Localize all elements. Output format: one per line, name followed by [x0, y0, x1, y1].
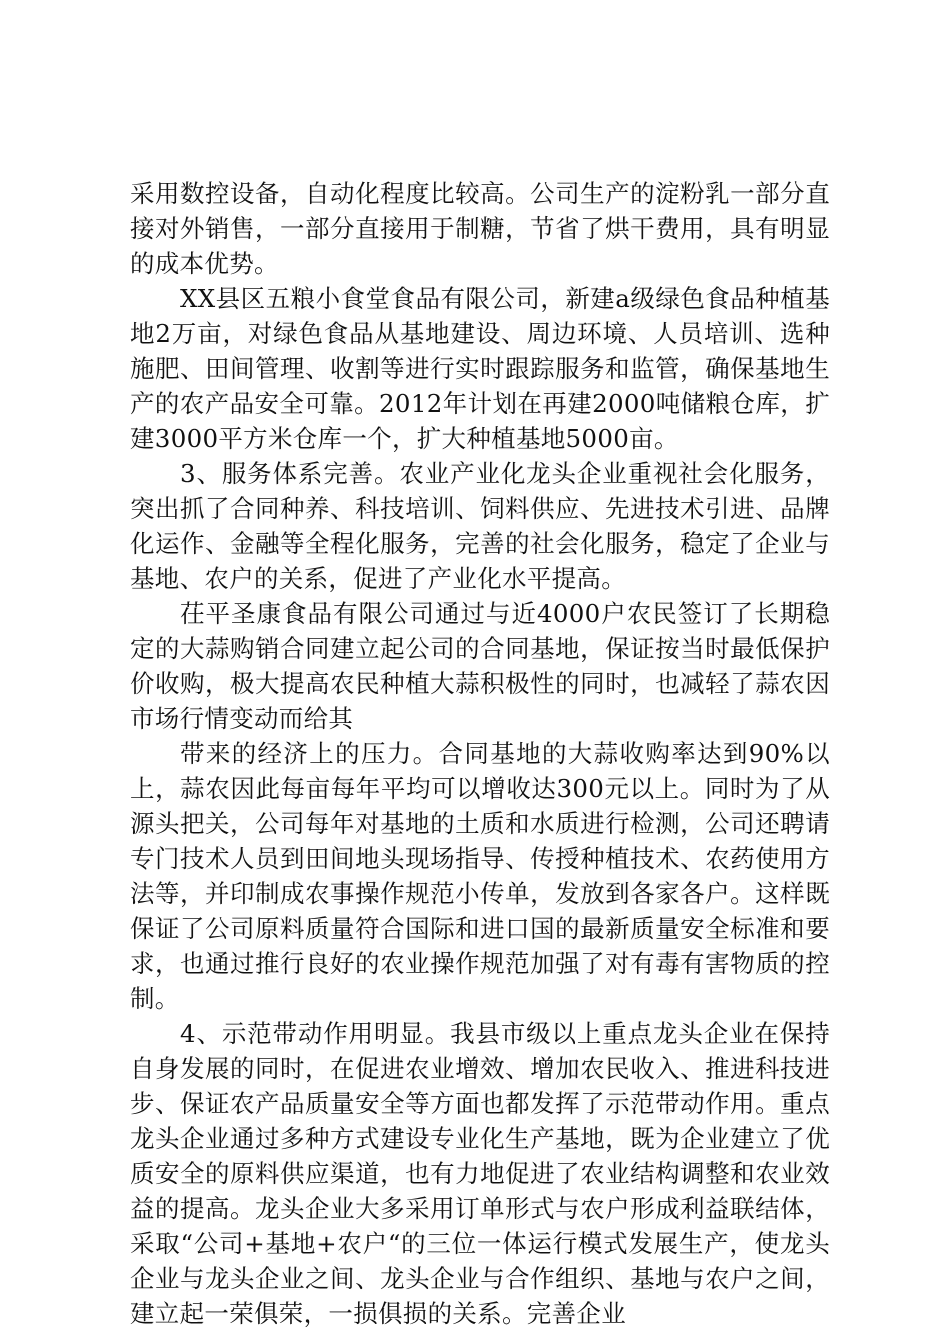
paragraph-2: XX县区五粮小食堂食品有限公司，新建a级绿色食品种植基地2万亩，对绿色食品从基地建设、周边环境、人员培训、选种施肥、田间管理、收割等进行实时跟踪服务和监管，确保基地生产的农产品安全可靠。2012年计划在再建2000吨储粮仓库，扩建3000平方米仓库一个，扩大种植基地5000亩。: [130, 284, 830, 453]
paragraph-3: 3、服务体系完善。农业产业化龙头企业重视社会化服务，突出抓了合同种养、科技培训、饲料供应、先进技术引进、品牌化运作、金融等全程化服务，完善的社会化服务，稳定了企业与基地、农户的关系，促进了产业化水平提高。: [130, 459, 830, 593]
paragraph-5: 带来的经济上的压力。合同基地的大蒜收购率达到90%以上，蒜农因此每亩每年平均可以增收达300元以上。同时为了从源头把关，公司每年对基地的土质和水质进行检测，公司还聘请专门技术人员到田间地头现场指导、传授种植技术、农药使用方法等，并印制成农事操作规范小传单，发放到各家各户。这样既保证了公司原料质量符合国际和进口国的最新质量安全标准和要求，也通过推行良好的农业操作规范加强了对有毒有害物质的控制。: [130, 739, 830, 1013]
paragraph-1: 采用数控设备，自动化程度比较高。公司生产的淀粉乳一部分直接对外销售，一部分直接用于制糖，节省了烘干费用，具有明显的成本优势。: [130, 179, 830, 278]
paragraph-4: 茌平圣康食品有限公司通过与近4000户农民签订了长期稳定的大蒜购销合同建立起公司的合同基地，保证按当时最低保护价收购，极大提高农民种植大蒜积极性的同时，也减轻了蒜农因市场行情变动而给其: [130, 599, 830, 733]
paragraph-6: 4、示范带动作用明显。我县市级以上重点龙头企业在保持自身发展的同时，在促进农业增效、增加农民收入、推进科技进步、保证农产品质量安全等方面也都发挥了示范带动作用。重点龙头企业通过多种方式建设专业化生产基地，既为企业建立了优质安全的原料供应渠道，也有力地促进了农业结构调整和农业效益的提高。龙头企业大多采用订单形式与农户形成利益联结体，采取“公司+基地+农户“的三位一体运行模式发展生产，使龙头企业与龙头企业之间、龙头企业与合作组织、基地与农户之间，建立起一荣俱荣，一损俱损的关系。完善企业: [130, 1019, 830, 1328]
document-body: [130, 176, 830, 1331]
